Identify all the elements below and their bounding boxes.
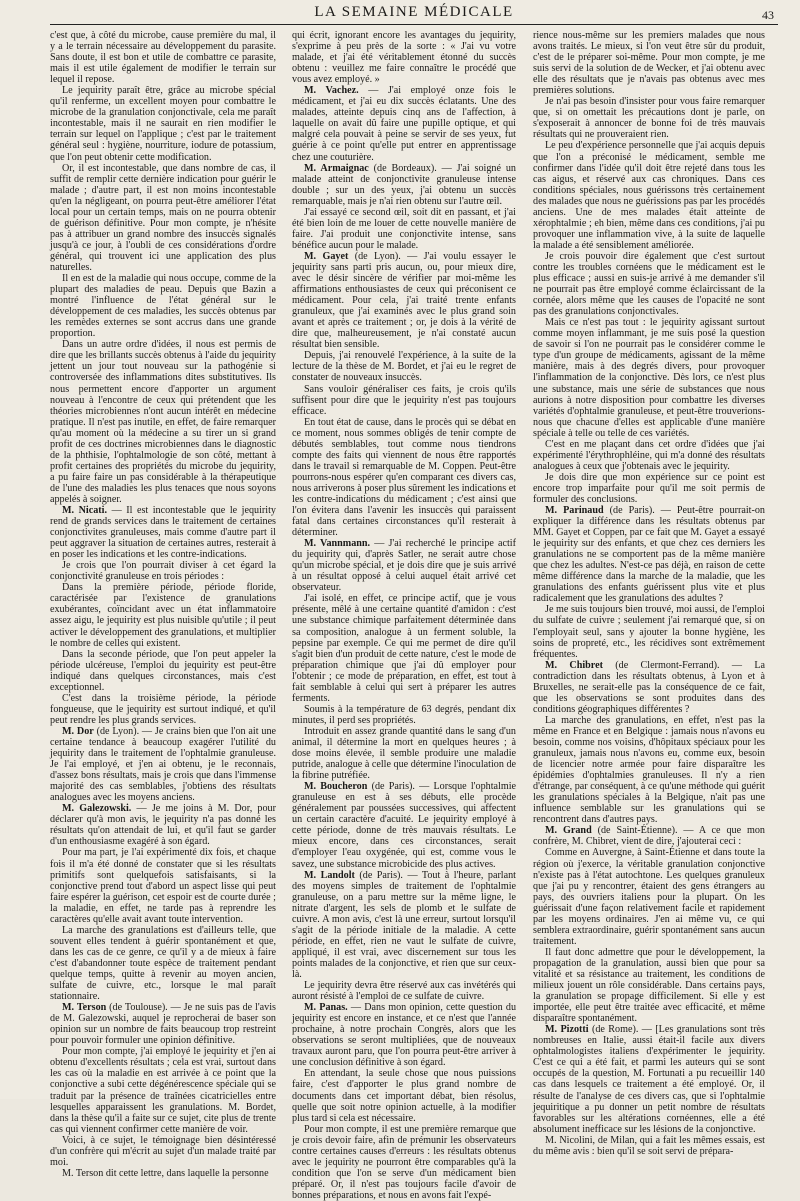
paragraph-text: (de Clermont-Ferrand). — La contradiction dans les résultats obtenus, à Lyon et à Bruxelles, ne serait-elle pas la conséquence de ce fait, que les observations se sont produites dans des conditions géographiques différentes ?: [533, 659, 765, 715]
page-header: [50, 4, 778, 25]
speaker-name: M. Parinaud: [545, 505, 604, 517]
paragraph-text: Dans un autre ordre d'idées, il nous est permis de dire que les brillants succès obtenus à l'aide du jequirity jettent un jour tout nouveau sur la pathogénie si controversée des inflammations dites substitutives. Ils nous permettent encore d'apporter un argument nouveau à l'encontre de ceux qui prétendent que les théories microbiennes n'ont aucun intérêt en médecine pratique. Il n'est pas inutile, en effet, de faire remarquer qu'au moment où la médecine a su tirer un si grand profit de ces doctrines microbiennes dans le diagnostic de la phthisie, l'ophtalmologie de son côté, mettant à profit certaines des propriétés du microbe du jequirity, a pu faire faire un pas considérable à la thérapeutique de l'une des maladies les plus tenaces que nous soyons appelés à soigner.: [50, 339, 276, 505]
paragraph: [533, 825, 765, 847]
speaker-name: M. Dor: [62, 725, 94, 737]
paragraph-text: (de Bordeaux). — J'ai soigné un malade atteint de conjonctivite granuleuse intense double ; sur un des yeux, j'ai obtenu un succès remarquable, mais je n'ai rien obtenu sur l'autre œil.: [292, 162, 516, 207]
paragraph-text: qui écrit, ignorant encore les avantages du jequirity, s'exprime à peu près de la sorte : « J'ai vu votre malade, et j'ai été véritablement étonné du succès obtenu : veuillez me faire connaître le procédé que vous avez employé. »: [292, 30, 516, 86]
paragraph: [50, 803, 276, 847]
paragraph-text: (de Paris). — Tout à l'heure, parlant des moyens simples de traitement de l'ophtalmie granuleuse, on a paru mettre sur la même ligne, le nitrate d'argent, les sels de plomb et le sulfate de cuivre. A mon avis, c'est là une erreur, surtout lorsqu'il s'agit de la période initiale de la maladie. A cette période, en effet, rien ne vaut le sulfate de cuivre, appliqué, il est vrai, avec discernement sur tous les points malades de la conjonctive, et rien que sur ceux-là.: [292, 869, 516, 980]
paragraph-text: J'ai isolé, en effet, ce principe actif, que je vous présente, mêlé à une certaine quantité d'amidon : c'est une substance chimique parfaitement déterminée dans sa composition, analogue à un ferment soluble, la pepsine par exemple. Ce qui me permet de dire qu'il s'agit bien d'un produit de cette nature, c'est le mode de préparation chimique que j'ai dû employer pour l'obtenir ; ce mode de préparation, en effet, est tout à fait semblable à celui qui sert à préparer les autres ferments.: [292, 593, 516, 704]
speaker-name: M. Nicati.: [62, 505, 108, 517]
paragraph: [292, 704, 516, 726]
paragraph: [50, 30, 276, 85]
paragraph: [50, 1002, 276, 1046]
paragraph: [292, 350, 516, 383]
speaker-name: M. Boucheron: [304, 781, 368, 793]
paragraph-text: Soumis à la température de 63 degrés, pendant dix minutes, il perd ses propriétés.: [292, 703, 516, 726]
page-number: 43: [762, 8, 774, 22]
paragraph: [533, 847, 765, 946]
paragraph-text: Le peu d'expérience personnelle que j'ai acquis depuis que l'on a préconisé le médicament, semble me confirmer dans l'idée qu'il doit être rejeté dans tous les cas aigus, et réservé aux cas chroniques. Dans ces conditions spéciales, nous guérissons très certainement des malades que nous ne guérissions pas par les procédés anciens. Une de mes malades était atteinte de xérophtalmie ; eh bien, même dans ces conditions, j'ai pu provoquer une inflammation vive, à la suite de laquelle la malade a été sensiblement améliorée.: [533, 140, 765, 251]
paragraph-text: La marche des granulations est d'ailleurs telle, que souvent elles tendent à guérir spontanément et que, dans les cas de ce genre, ce qu'il y a de mieux à faire c'est d'abandonner toute espèce de traitement pendant quelque temps, quitte à revenir au moyen ancien, sulfate de cuivre, etc., lorsque le mal paraît stationnaire.: [50, 924, 276, 1003]
paragraph-text: Sans vouloir généraliser ces faits, je crois qu'ils suffisent pour dire que le jequirity n'est pas toujours efficace.: [292, 383, 516, 417]
speaker-name: M. Gayet: [304, 250, 349, 262]
speaker-name: M. Vachez.: [304, 85, 359, 97]
paragraph-text: C'est dans la troisième période, la période fongueuse, que le jequirity est surtout indiqué, et qu'il peut rendre les plus grands services.: [50, 692, 276, 726]
paragraph-text: Je me suis toujours bien trouvé, moi aussi, de l'emploi du sulfate de cuivre ; seulement j'ai remarqué que, si on l'employait seul, sans y ajouter la bonne hygiène, les soins de propreté, etc., les récidives sont extrêmement fréquentes.: [533, 604, 765, 660]
paragraph-text: — Il est incontestable que le jequirity rend de grands services dans le traitement de certaines conjonctivites granuleuses, mais comme d'autre part il peut aggraver la situation de certaines autres, resterait à en poser les indications et les contre-indications.: [50, 505, 276, 561]
paragraph-text: Introduit en assez grande quantité dans le sang d'un animal, il détermine la mort en quelques heures ; à dose moins élevée, il semble produire une maladie putride, analogue à celle que détermine l'inoculation de la fibrine putréfiée.: [292, 725, 516, 782]
speaker-name: M. Landolt: [304, 869, 355, 881]
paragraph: [292, 870, 516, 980]
paragraph-text: (de Paris). — Lorsque l'ophtalmie granuleuse en est à ses débuts, elle procède généralement par poussées successives, qui affectent un certain caractère d'acuité. Le jequirity employé à cette période, donne de très mauvais résultats. Le mieux encore, dans ces circonstances, serait d'employer l'eau oxygénée, qui est, comme vous le savez, une substance microbicide des plus actives.: [292, 781, 516, 870]
speaker-name: M. Armaignac: [304, 162, 369, 174]
paragraph: [50, 693, 276, 726]
paragraph-text: (de Lyon). — J'ai voulu essayer le jequirity sans parti pris aucun, ou, pour mieux dire, avec le désir sincère de vérifier par moi-même les affirmations enthousiastes de ceux qui préconisent ce médicament. Pour cela, j'ai traité trente enfants granuleux, que j'ai examinés avec le plus grand soin avant et après ce traitement ; or, je dois à la vérité de dire que, malheureusement, je n'ai constaté aucun résultat bien sensible.: [292, 250, 516, 351]
paragraph-text: En tout état de cause, dans le procès qui se débat en ce moment, nous sommes obligés de tenir compte de débutés semblables, tout comme nous tiendrons compte des faits qui viennent de nous être rapportés dans le travail si remarquable de M. Coppen. Peut-être pourrons-nous espérer qu'en comparant ces divers cas, nous arriverons à poser plus sûrement les indications et les contre-indications du médicament ; c'est ainsi que l'on évitera dans l'avenir les insuccès qui paraissent fatal dans certaines circonstances qu'il resterait à déterminer.: [292, 416, 516, 539]
paragraph: [533, 30, 765, 96]
paragraph: [50, 847, 276, 924]
paragraph: [50, 1046, 276, 1134]
paragraph: [533, 947, 765, 1024]
paragraph-text: — Je me joins à M. Dor, pour déclarer qu'à mon avis, le jequirity n'a pas donné les résultats qu'on attendait de lui, et qu'il faut se garder d'un enthousiasme exagéré à son égard.: [50, 803, 276, 848]
paragraph-text: En attendant, la seule chose que nous puissions faire, c'est d'apporter le plus grand nombre de documents dans cet important débat, bien résolus, quelle que soit notre opinion actuelle, à la modifier plus tard si cela est nécessaire.: [292, 1068, 516, 1124]
paragraph-text: Dans la seconde période, que l'on peut appeler la période ulcéreuse, l'emploi du jequirity est peut-être indiqué dans quelques circonstances, mais c'est exceptionnel.: [50, 648, 276, 693]
paragraph-text: Je dois dire que mon expérience sur ce point est encore trop imparfaite pour qu'il me soit permis de formuler des conclusions.: [533, 471, 765, 505]
paragraph: [50, 1168, 276, 1179]
text-column-1: [50, 30, 276, 1179]
paragraph-text: Pour ma part, je l'ai expérimenté dix fois, et chaque fois il m'a été donné de constater que si les résultats primitifs sont quelquefois satisfaisants, si la conjonctive prend tout d'abord un aspect lisse qui peut faire espérer la guérison, cet espoir est de courte durée ; la maladie, en effet, ne tarde pas à reprendre les caractères qu'elle avait avant toute intervention.: [50, 847, 276, 925]
paragraph-text: (de Paris). — Peut-être pourrait-on expliquer la différence dans les résultats obtenus par MM. Gayet et Coppen, par ce fait que M. Gayet a essayé le jequirity sur des enfants, et que chez ces derniers les granulations ne se comportent pas de la même manière que chez les adultes. N'est-ce pas déjà, en raison de cette même différence dans la marche de la maladie, que les granulations des enfants guérissent plus vite et plus radicalement que les granulations des adultes ?: [533, 505, 765, 605]
paragraph-text: Or, il est incontestable, que dans nombre de cas, il suffit de remplir cette dernière indication pour guérir le malade ; d'autre part, il est non moins incontestable qu'en la négligeant, on pourra peut-être améliorer l'état local pour un certain temps, mais on ne pourra obtenir de guérison définitive. Pour mon compte, je n'hésite pas à attribuer un grand nombre des insuccès signalés jusqu'à ce jour, à l'oubli de ces considérations d'ordre général, qui trouvent ici une application des plus naturelles.: [50, 162, 276, 273]
paragraph-text: (de Rome). — [Les granulations sont très nombreuses en Italie, aussi était-il facile aux divers ophtalmologistes italiens d'expérimenter le jequirity. C'est ce qui a été fait, et parmi les auteurs qui se sont occupés de la question, M. Fortunati a pu recueillir 140 cas dans lesquels ce traitement a été employé. Or, il résulte de l'analyse de ces divers cas, que si l'ophtalmie jequiritique a pu donner un petit nombre de résultats favorables sur les altérations cornéennes, elle a été absolument inefficace sur les lésions de la conjonctive.: [533, 1024, 765, 1135]
paragraph: [533, 1135, 765, 1157]
speaker-name: M. Pizotti: [545, 1024, 589, 1036]
paragraph: [50, 85, 276, 162]
paragraph: [292, 1068, 516, 1123]
paragraph-text: Depuis, j'ai renouvelé l'expérience, à la suite de la lecture de la thèse de M. Bordet, et j'ai eu le regret de constater de nouveaux insuccès.: [292, 350, 516, 384]
paragraph: [292, 384, 516, 417]
paragraph: [533, 604, 765, 659]
paragraph-text: Je n'ai pas besoin d'insister pour vous faire remarquer que, si on omettait les précautions dont je parle, on s'exposerait à annoncer de bonne foi de très mauvais résultats qui ne prouveraient rien.: [533, 96, 765, 141]
paragraph-text: Il en est de la maladie qui nous occupe, comme de la plupart des maladies de peau. Depuis que Bazin a montré l'influence de l'état général sur le développement de ces maladies, les succès obtenus par les remèdes externes se sont accrus dans une grande proportion.: [50, 273, 276, 340]
paragraph-text: Dans la première période, période floride, caractérisée par l'existence de granulations exubérantes, coïncidant avec un état inflammatoire assez aigu, le jequirity est plus nuisible qu'utile ; il peut activer le développement des granulations, et multiplier le nombre de celles qui existent.: [50, 582, 276, 649]
speaker-name: M. Panas.: [304, 1002, 348, 1014]
paragraph: [292, 1002, 516, 1068]
paragraph-text: J'ai essayé ce second œil, soit dit en passant, et j'ai été bien loin de me louer de cette nouvelle manière de faire. J'ai produit une conjonctivite intense, sans bénéfice aucun pour le malade.: [292, 206, 516, 251]
paragraph-text: (de Toulouse). — Je ne suis pas de l'avis de M. Galezowski, auquel je reprocherai de baser son opinion sur un nombre de faits beaucoup trop restreint pour pouvoir formuler une opinion définitive.: [50, 1002, 276, 1047]
text-column-3: [533, 30, 765, 1157]
paragraph: [533, 96, 765, 140]
paragraph: [292, 251, 516, 350]
paragraph-text: M. Terson dit cette lettre, dans laquelle la personne: [62, 1167, 269, 1179]
paragraph: [50, 505, 276, 560]
paragraph: [50, 649, 276, 693]
paragraph-text: Il faut donc admettre que pour le développement, la propagation de la granulation, aussi bien que pour sa vitalité et sa résistance au traitement, les conditions de milieux jouent un rôle considérable. Dans certains pays, la granulation se propage difficilement. Si elle y est importée, elle peut être traitée avec efficacité, et même disparaître spontanément.: [533, 946, 765, 1025]
paragraph: [50, 925, 276, 1002]
paragraph: [50, 582, 276, 648]
speaker-name: M. Terson: [62, 1002, 107, 1014]
paragraph-text: Je crois que l'on pourrait diviser à cet égard la conjonctivité granuleuse en trois périodes :: [50, 560, 276, 583]
paragraph: [292, 1124, 516, 1201]
speaker-name: M. Chibret: [545, 659, 603, 671]
paragraph: [533, 660, 765, 715]
paragraph-text: — Dans mon opinion, cette question du jequirity est encore en instance, et ce n'est que l'année prochaine, à notre prochain Congrès, alors que les observations se seront multipliées, que de nouveaux travaux auront paru, que l'on pourra peut-être arriver à une conclusion définitive à son égard.: [292, 1002, 517, 1069]
paragraph: [533, 505, 765, 604]
paragraph: [533, 439, 765, 472]
paragraph: [50, 339, 276, 505]
paragraph: [533, 251, 765, 317]
paragraph-text: Pour mon compte, j'ai employé le jequirity et j'en ai obtenu d'excellents résultats ; cela est vrai, surtout dans les cas où la maladie en est arrivée à ce point que la conjonctive a subi cette dégénérescence spéciale qui se traduit par la présence de traînées cicatricielles entre lesquelles apparaissent les granulations. M. Bordet, dans la thèse qu'il a faite sur ce sujet, cite plus de trente cas qui viennent confirmer cette manière de voir.: [50, 1046, 276, 1135]
paragraph-text: Je crois pouvoir dire également que c'est surtout contre les troubles cornéens que le médicament est le plus efficace ; aussi en suis-je arrivé à me demander s'il ne pourrait pas être employé comme éclaircissant de la cornée, alors même que les causes de l'opacité ne sont pas des granulations conjonctivales.: [533, 250, 765, 318]
paragraph-text: rience nous-même sur les premiers malades que nous avons traités. Le mieux, si l'on veut être sûr du produit, c'est de le préparer soi-même. Pour mon compte, je me suis servi de la solution de de Wecker, et j'ai obtenu avec elle des résultats que je n'avais pas obtenus avec mes premières solutions.: [533, 30, 765, 97]
paragraph-text: Mais ce n'est pas tout : le jequirity agissant surtout comme moyen inflammant, je me suis posé la question de savoir si l'on ne pourrait pas le considérer comme le type d'un groupe de médicaments, agissant de la même manière, mais à des degrés divers, pour provoquer l'inflammation de la conjonctive. Dès lors, ce n'est plus une substance, mais une série de substances que nous aurions à notre disposition pour combattre les diverses variétés d'ophtalmie granuleuse, et peut-être trouverions-nous que chacune d'elles est applicable d'une manière spéciale à telle ou telle de ces variétés.: [533, 317, 765, 439]
speaker-name: M. Vannmann.: [304, 538, 371, 550]
paragraph-text: Pour mon compte, il est une première remarque que je crois devoir faire, afin de prémunir les observateurs contre certaines causes d'erreurs : les résultats obtenus avec le jequirity ne pourront être comparables qu'à la condition que l'on se serve d'un médicament bien préparé. Or, il n'est pas toujours facile d'avoir de bonnes préparations, et nous en avons fait l'expé-: [292, 1123, 516, 1201]
paragraph: [292, 30, 516, 85]
paragraph: [292, 726, 516, 781]
text-column-2: [292, 30, 517, 1201]
paragraph: [292, 163, 516, 207]
paragraph: [292, 538, 516, 593]
paragraph-text: Voici, à ce sujet, le témoignage bien désintéressé d'un confrère qui m'écrit au sujet d'un malade traité par moi.: [50, 1134, 276, 1168]
paragraph-text: (de Lyon). — Je crains bien que l'on ait une certaine tendance à beaucoup exagérer l'utilité du jequirity dans le traitement de l'ophtalmie granuleuse. Je l'ai employé, et j'en ai obtenu, je le reconnais, d'assez bons résultats, mais je crois que dans l'immense majorité des cas semblables, j'obtiens des résultats analogues avec les moyens anciens.: [50, 725, 276, 804]
speaker-name: M. Grand: [545, 825, 592, 837]
paragraph: [50, 163, 276, 273]
paragraph-text: Comme en Auvergne, à Saint-Étienne et dans toute la région où j'exerce, la véritable granulation conjonctive n'existe pas à l'état autochtone. Les quelques granuleux que j'ai pu y rencontrer, étaient des gens étrangers au pays, des ouvriers italiens pour la plupart. On les guérissait d'une façon relativement facile et rapidement par les moyens ordinaires. J'en ai même vu, ce qui semblera extraordinaire, guérir spontanément sans aucun traitement.: [533, 847, 765, 947]
paragraph-text: M. Nicolini, de Milan, qui a fait les mêmes essais, est du même avis : bien qu'il se soit servi de prépara-: [533, 1134, 765, 1157]
paragraph: [292, 207, 516, 251]
paragraph-text: — J'ai employé onze fois le médicament, et j'ai eu dix succès éclatants. Une des malades, atteinte depuis cinq ans de l'affection, à laquelle on avait dû faire une pupille optique, et qui malgré cela pouvait à peine se servir de ses yeux, fut guérie à ce point qu'elle put entrer en apprentissage chez une couturière.: [292, 85, 517, 163]
paragraph: [50, 726, 276, 803]
paragraph: [292, 85, 516, 162]
paragraph-text: C'est en me plaçant dans cet ordre d'idées que j'ai expérimenté l'érythrophléine, qui m'a donné des résultats analogues à ceux que j'obtenais avec le jequirity.: [533, 438, 765, 472]
paragraph: [292, 417, 516, 539]
paragraph-text: La marche des granulations, en effet, n'est pas la même en France et en Belgique : jamais nous n'avons eu besoin, comme nos voisins, d'hôpitaux spéciaux pour les granuleux, jamais nous n'avons eu, comme eux, besoin de licencier notre armée pour faire disparaître les épidémies d'ophtalmies granuleuses. Il n'y a rien d'étrange, par conséquent, à ce qu'une méthode qui guérit les granulations spéciales à la Belgique, n'ait pas une influence semblable sur les granulations qui se rencontrent dans d'autres pays.: [533, 714, 765, 826]
paragraph-text: — J'ai recherché le principe actif du jequirity qui, d'après Satler, ne serait autre chose qu'un microbe spécial, et je dois dire que je suis arrivé à un résultat opposé à celui auquel était arrivé cet observateur.: [292, 538, 516, 594]
paragraph: [533, 317, 765, 439]
paragraph-text: Le jequirity paraît être, grâce au microbe spécial qu'il renferme, un excellent moyen pour combattre le microbe de la granulation conjonctivale, cela me paraît incontestable, mais il ne saurait en rien modifier le terrain sur lequel on l'applique ; c'est par le traitement général seul : hygiène, nourriture, iodure de potassium, que l'on peut obtenir cette modification.: [50, 85, 276, 163]
paragraph: [50, 273, 276, 339]
paragraph-text: (de Saint-Étienne). — A ce que mon confrère, M. Chibret, vient de dire, j'ajouterai ceci :: [533, 825, 765, 848]
journal-title: LA SEMAINE MÉDICALE: [314, 4, 514, 20]
paragraph: [50, 560, 276, 582]
speaker-name: M. Galezowski.: [62, 803, 132, 815]
paragraph: [533, 715, 765, 825]
paragraph: [292, 781, 516, 869]
paragraph: [533, 1024, 765, 1134]
paragraph: [50, 1135, 276, 1168]
paragraph-text: c'est que, à côté du microbe, cause première du mal, il y a le terrain nécessaire au développement du parasite. Sans doute, il est bon et utile de combattre ce parasite, mais il est utile également de modifier le terrain sur lequel il repose.: [50, 30, 276, 86]
paragraph: [533, 140, 765, 250]
paragraph: [292, 980, 516, 1002]
paragraph: [533, 472, 765, 505]
paragraph: [292, 593, 516, 703]
paragraph-text: Le jequirity devra être réservé aux cas invétérés qui auront résisté à l'emploi de ce sulfate de cuivre.: [292, 980, 516, 1003]
